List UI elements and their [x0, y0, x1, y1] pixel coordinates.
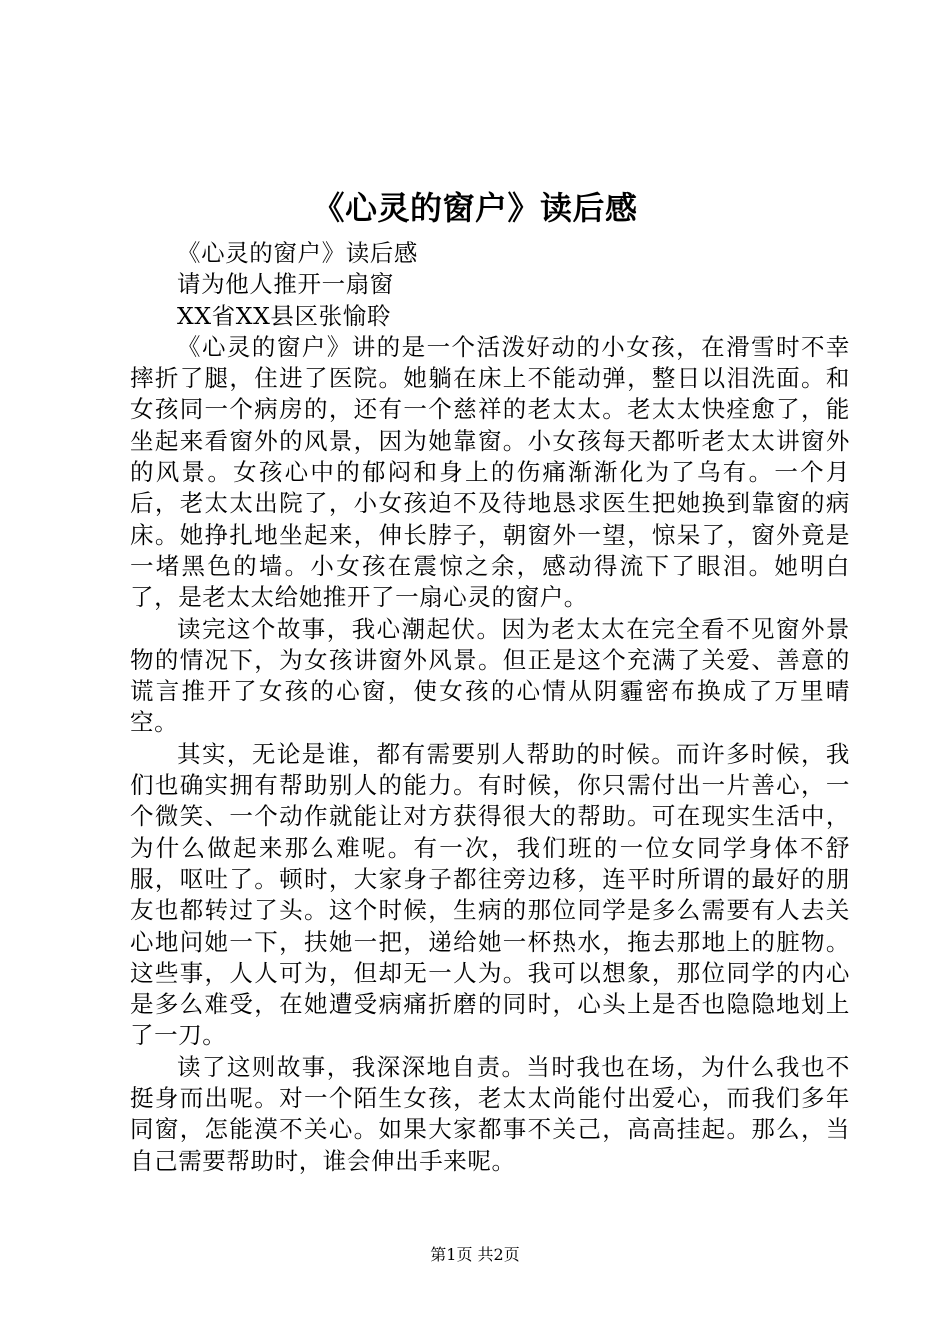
- paragraph-heading: 《心灵的窗户》读后感: [177, 239, 418, 267]
- paragraph-conclusion: 读了这则故事，我深深地自责。当时我也在场，为什么我也不挺身而出呢。对一个陌生女孩，老太太尚能付出爱心，而我们多年同窗，怎能漠不关心。如果大家都事不关己，高高挂起。那么，当自己需要帮助时，谁会伸出手来呢。: [130, 1052, 850, 1175]
- page-footer: 第1页 共2页: [430, 1245, 520, 1264]
- document-body: [130, 238, 850, 1177]
- paragraph-story: 《心灵的窗户》讲的是一个活泼好动的小女孩，在滑雪时不幸摔折了腿，住进了医院。她躺在床上不能动弹，整日以泪洗面。和女孩同一个病房的，还有一个慈祥的老太太。老太太快痊愈了，能坐起来看窗外的风景，因为她靠窗。小女孩每天都听老太太讲窗外的风景。女孩心中的郁闷和身上的伤痛渐渐化为了乌有。一个月后，老太太出院了，小女孩迫不及待地恳求医生把她换到靠窗的病床。她挣扎地坐起来，伸长脖子，朝窗外一望，惊呆了，窗外竟是一堵黑色的墙。小女孩在震惊之余，感动得流下了眼泪。她明白了，是老太太给她推开了一扇心灵的窗户。: [130, 332, 850, 612]
- paragraph-author: XX省XX县区张愉聆: [177, 301, 391, 330]
- paragraph-subtitle: 请为他人推开一扇窗: [177, 270, 394, 299]
- paragraph-experience: 其实，无论是谁，都有需要别人帮助的时候。而许多时候，我们也确实拥有帮助别人的能力。有时候，你只需付出一片善心，一个微笑、一个动作就能让对方获得很大的帮助。可在现实生活中，为什么做起来那么难呢。有一次，我们班的一位女同学身体不舒服，呕吐了。顿时，大家身子都往旁边移，连平时所谓的最好的朋友也都转过了头。这个时候，生病的那位同学是多么需要有人去关心地问她一下，扶她一把，递给她一杯热水，拖去那地上的脏物。这些事，人人可为，但却无一人为。我可以想象，那位同学的内心是多么难受，在她遭受病痛折磨的同时，心头上是否也隐隐地划上了一刀。: [130, 739, 850, 1050]
- document-title: 《心灵的窗户》读后感: [312, 189, 638, 227]
- paragraph-reflection: 读完这个故事，我心潮起伏。因为老太太在完全看不见窗外景物的情况下，为女孩讲窗外风景。但正是这个充满了关爱、善意的谎言推开了女孩的心窗，使女孩的心情从阴霾密布换成了万里晴空。: [130, 614, 850, 737]
